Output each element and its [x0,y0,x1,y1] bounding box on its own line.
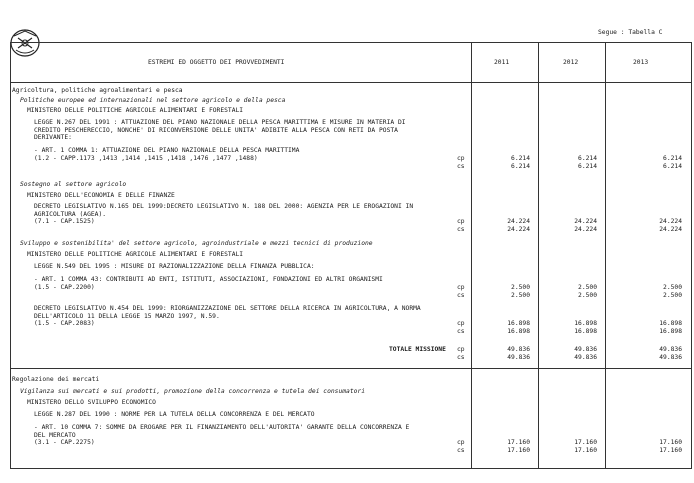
program-title: Politiche europee ed internazionali nel settore agricolo e della pesca [20,97,286,104]
header-year-2012: 2012 [563,59,579,66]
value-2013-cp: 17.160 [659,439,682,446]
table-bottom-border [10,468,692,469]
section-title: Agricoltura, politiche agroalimentari e pesca [12,87,183,94]
decree-text: AGRICOLTURA (AGEA). [34,210,107,218]
cs-label: cs [457,446,465,454]
value-2012-cs: 16.898 [574,327,597,335]
decree-text: DECRETO LEGISLATIVO N.165 DEL 1999:DECRETO LEGISLATIVO N. 188 DEL 2000: AGENZIA PER LE EROGAZIONI IN [34,203,414,210]
cp-label: cp [457,218,465,225]
value-2011-cs: 2.500 [511,291,530,299]
republic-emblem-icon [8,28,42,58]
article-text: - ART. 1 COMMA 43: CONTRIBUTI AD ENTI, ISTITUTI, ASSOCIAZIONI, FONDAZIONI ED ALTRI ORGANISMI [34,276,383,283]
value-2013-cs: 16.898 [659,327,682,335]
header-title: ESTREMI ED OGGETTO DEI PROVVEDIMENTI [148,59,285,66]
header-year-2013: 2013 [633,59,649,66]
value-2012-cs: 6.214 [578,162,597,170]
col-border-right [691,42,692,468]
law-text: LEGGE N.267 DEL 1991 : ATTUAZIONE DEL PIANO NAZIONALE DELLA PESCA MARITTIMA E MISURE IN MATERIA DI [34,119,406,126]
value-2013-cs: 17.160 [659,446,682,454]
total-2013-cp: 49.836 [659,346,682,353]
value-2012-cs: 2.500 [578,291,597,299]
value-2012-cp: 24.224 [574,218,597,225]
value-2011-cs: 24.224 [507,225,530,233]
value-2011-cs: 16.898 [507,327,530,335]
value-2012-cs: 17.160 [574,446,597,454]
program-title: Vigilanza sui mercati e sui prodotti, promozione della concorrenza e tutela dei consumatori [20,388,365,395]
decree-text: DECRETO LEGISLATIVO N.454 DEL 1999: RIORGANIZZAZIONE DEL SETTORE DELLA RICERCA IN AGRICOLTURA, A NORMA [34,305,421,312]
value-2012-cp: 6.214 [578,155,597,162]
chapter-ref: (3.1 - CAP.2275) [34,439,95,447]
total-2013-cs: 49.836 [659,353,682,361]
value-2011-cs: 17.160 [507,446,530,454]
segue-label: Segue : Tabella C [598,29,663,36]
cp-label: cp [457,320,465,327]
col-border-left [10,42,11,468]
header-year-2011: 2011 [494,59,510,66]
law-text: DERIVANTE: [34,134,72,142]
cp-label: cp [457,439,465,446]
cs-label: cs [457,291,465,299]
total-2011-cp: 49.836 [507,346,530,353]
value-2011-cp: 6.214 [511,155,530,162]
chapter-ref: (1.2 - CAPP.1173 ,1413 ,1414 ,1415 ,1418 ,1476 ,1477 ,1488) [34,154,258,162]
cs-label: cs [457,353,465,361]
col-border-2012-2013 [605,42,606,468]
article-text: - ART. 10 COMMA 7: SOMME DA EROGARE PER IL FINANZIAMENTO DELL'AUTORITA' GARANTE DELLA CONCORRENZA E [34,424,410,431]
value-2011-cs: 6.214 [511,162,530,170]
value-2011-cp: 17.160 [507,439,530,446]
col-border-2011-2012 [538,42,539,468]
section-title: Regolazione dei mercati [12,376,100,383]
value-2011-cp: 16.898 [507,320,530,327]
cp-label: cp [457,284,465,291]
law-text: CREDITO PESCHERECCIO, NONCHE' DI RICONVERSIONE DELLE UNITA' ADIBITE ALLA PESCA CON RETI DA POSTA [34,126,398,134]
value-2013-cp: 16.898 [659,320,682,327]
value-2011-cp: 24.224 [507,218,530,225]
table-top-border [10,42,692,43]
value-2012-cp: 17.160 [574,439,597,446]
value-2013-cs: 2.500 [663,291,682,299]
chapter-ref: (7.1 - CAP.1525) [34,218,95,226]
col-border-cpcs [471,42,472,468]
total-2011-cs: 49.836 [507,353,530,361]
value-2013-cp: 6.214 [663,155,682,162]
value-2011-cp: 2.500 [511,284,530,291]
chapter-ref: (1.5 - CAP.2200) [34,283,95,291]
ministry-name: MINISTERO DELLE POLITICHE AGRICOLE ALIMENTARI E FORESTALI [27,251,244,258]
article-text: DEL MERCATO [34,431,76,439]
total-2012-cp: 49.836 [574,346,597,353]
total-2012-cs: 49.836 [574,353,597,361]
program-title: Sostegno al settore agricolo [20,181,127,188]
value-2013-cs: 24.224 [659,225,682,233]
value-2013-cp: 2.500 [663,284,682,291]
cs-label: cs [457,225,465,233]
value-2013-cs: 6.214 [663,162,682,170]
ministry-name: MINISTERO DELLE POLITICHE AGRICOLE ALIMENTARI E FORESTALI [27,107,244,114]
ministry-name: MINISTERO DELLO SVILUPPO ECONOMICO [27,399,156,406]
chapter-ref: (1.5 - CAP.2083) [34,320,95,328]
law-text: LEGGE N.287 DEL 1990 : NORME PER LA TUTELA DELLA CONCORRENZA E DEL MERCATO [34,411,315,418]
section-divider [10,368,692,369]
value-2013-cp: 24.224 [659,218,682,225]
value-2012-cp: 2.500 [578,284,597,291]
total-label: TOTALE MISSIONE [389,346,446,353]
value-2012-cp: 16.898 [574,320,597,327]
cs-label: cs [457,327,465,335]
article-text: - ART. 1 COMMA 1: ATTUAZIONE DEL PIANO NAZIONALE DELLA PESCA MARITTIMA [34,147,300,154]
cp-label: cp [457,346,465,353]
law-text: LEGGE N.549 DEL 1995 : MISURE DI RAZIONALIZZAZIONE DELLA FINANZA PUBBLICA: [34,263,315,270]
ministry-name: MINISTERO DELL'ECONOMIA E DELLE FINANZE [27,192,175,199]
cs-label: cs [457,162,465,170]
header-bottom-border [10,82,692,83]
cp-label: cp [457,155,465,162]
decree-text: DELL'ARTICOLO 11 DELLA LEGGE 15 MARZO 1997, N.59. [34,312,220,320]
value-2012-cs: 24.224 [574,225,597,233]
program-title: Sviluppo e sostenibilita' del settore agricolo, agroindustriale e mezzi tecnici di produzione [20,240,373,247]
